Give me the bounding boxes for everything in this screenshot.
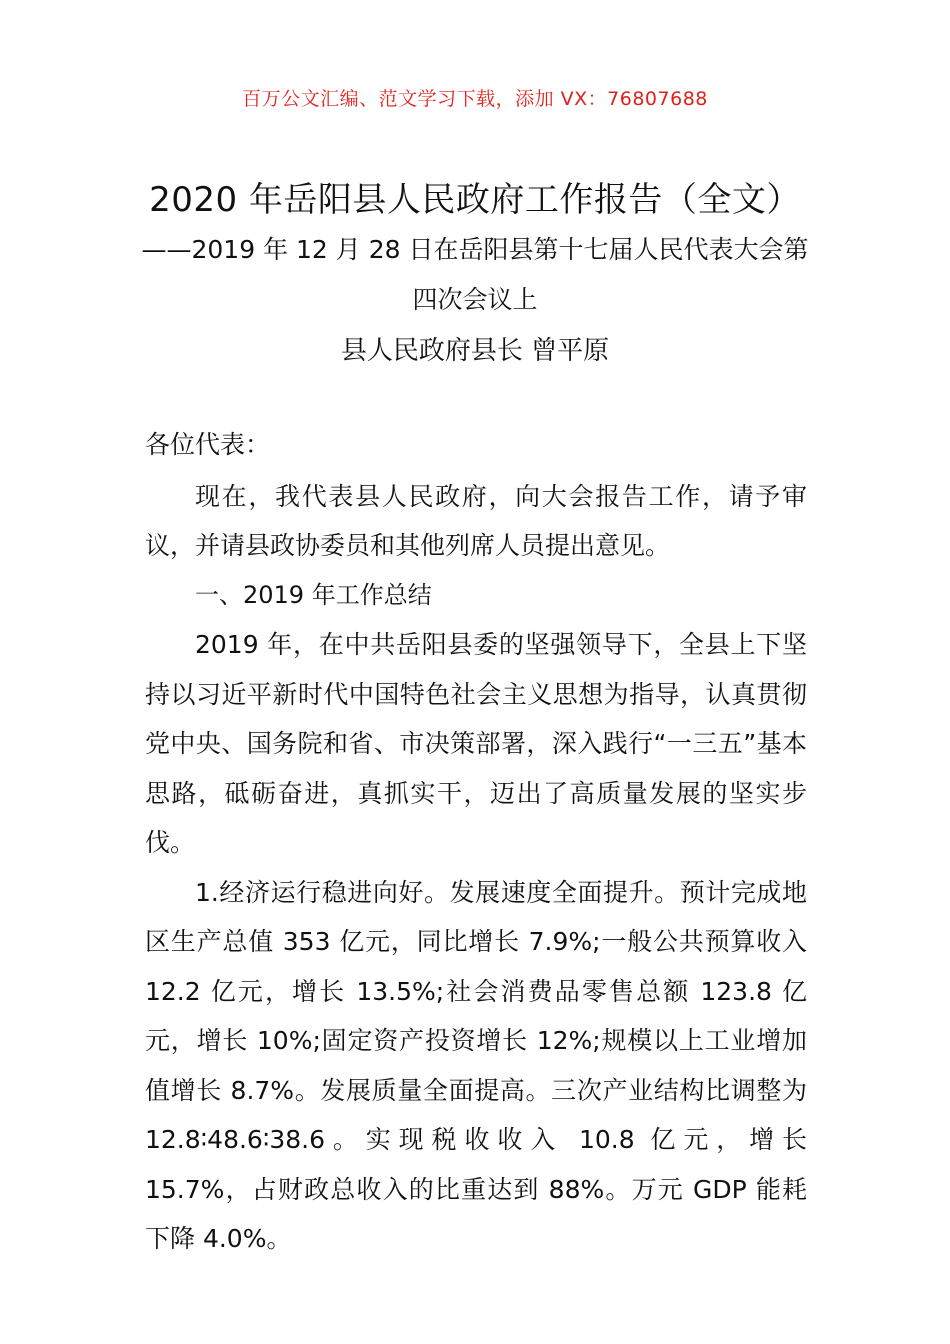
paragraph-economy: 1.经济运行稳进向好。发展速度全面提升。预计完成地区生产总值 353 亿元，同比增长 7.9%;一般公共预算收入 12.2 亿元，增长 13.5%;社会消费品零售总额 123.8 亿元，增长 10%;固定资产投资增长 12%;规模以上工业增加值增长 8.7%。发展质量全面提高。三次产业结构比调整为 12.8∶48.6∶38.6。实现税收收入 10.8 亿元，增长 15.7%，占财政总收入的比重达到 88%。万元 GDP 能耗下降 4.0%。 <box>145 877 807 1253</box>
header-banner: 百万公文汇编、范文学习下载，添加 VX：76807688 <box>242 88 708 110</box>
subtitle-line-2: 四次会议上 <box>412 285 538 314</box>
salutation: 各位代表： <box>145 430 271 459</box>
paragraph-intro: 现在，我代表县人民政府，向大会报告工作，请予审议，并请县政协委员和其他列席人员提出意见。 <box>145 481 807 560</box>
paragraph-summary: 2019 年，在中共岳阳县委的坚强领导下，全县上下坚持以习近平新时代中国特色社会主义思想为指导，认真贯彻党中央、国务院和省、市决策部署，深入践行“一三五”基本思路，砥砺奋进，真抓实干，迈出了高质量发展的坚实步伐。 <box>145 630 807 857</box>
subtitle-line-1: ——2019 年 12 月 28 日在岳阳县第十七届人民代表大会第 <box>141 235 809 264</box>
section-heading: 一、2019 年工作总结 <box>195 580 432 609</box>
author-line: 县人民政府县长 曾平原 <box>340 336 610 366</box>
document-body <box>145 420 807 1264</box>
document-title: 2020 年岳阳县人民政府工作报告（全文） <box>149 180 801 220</box>
